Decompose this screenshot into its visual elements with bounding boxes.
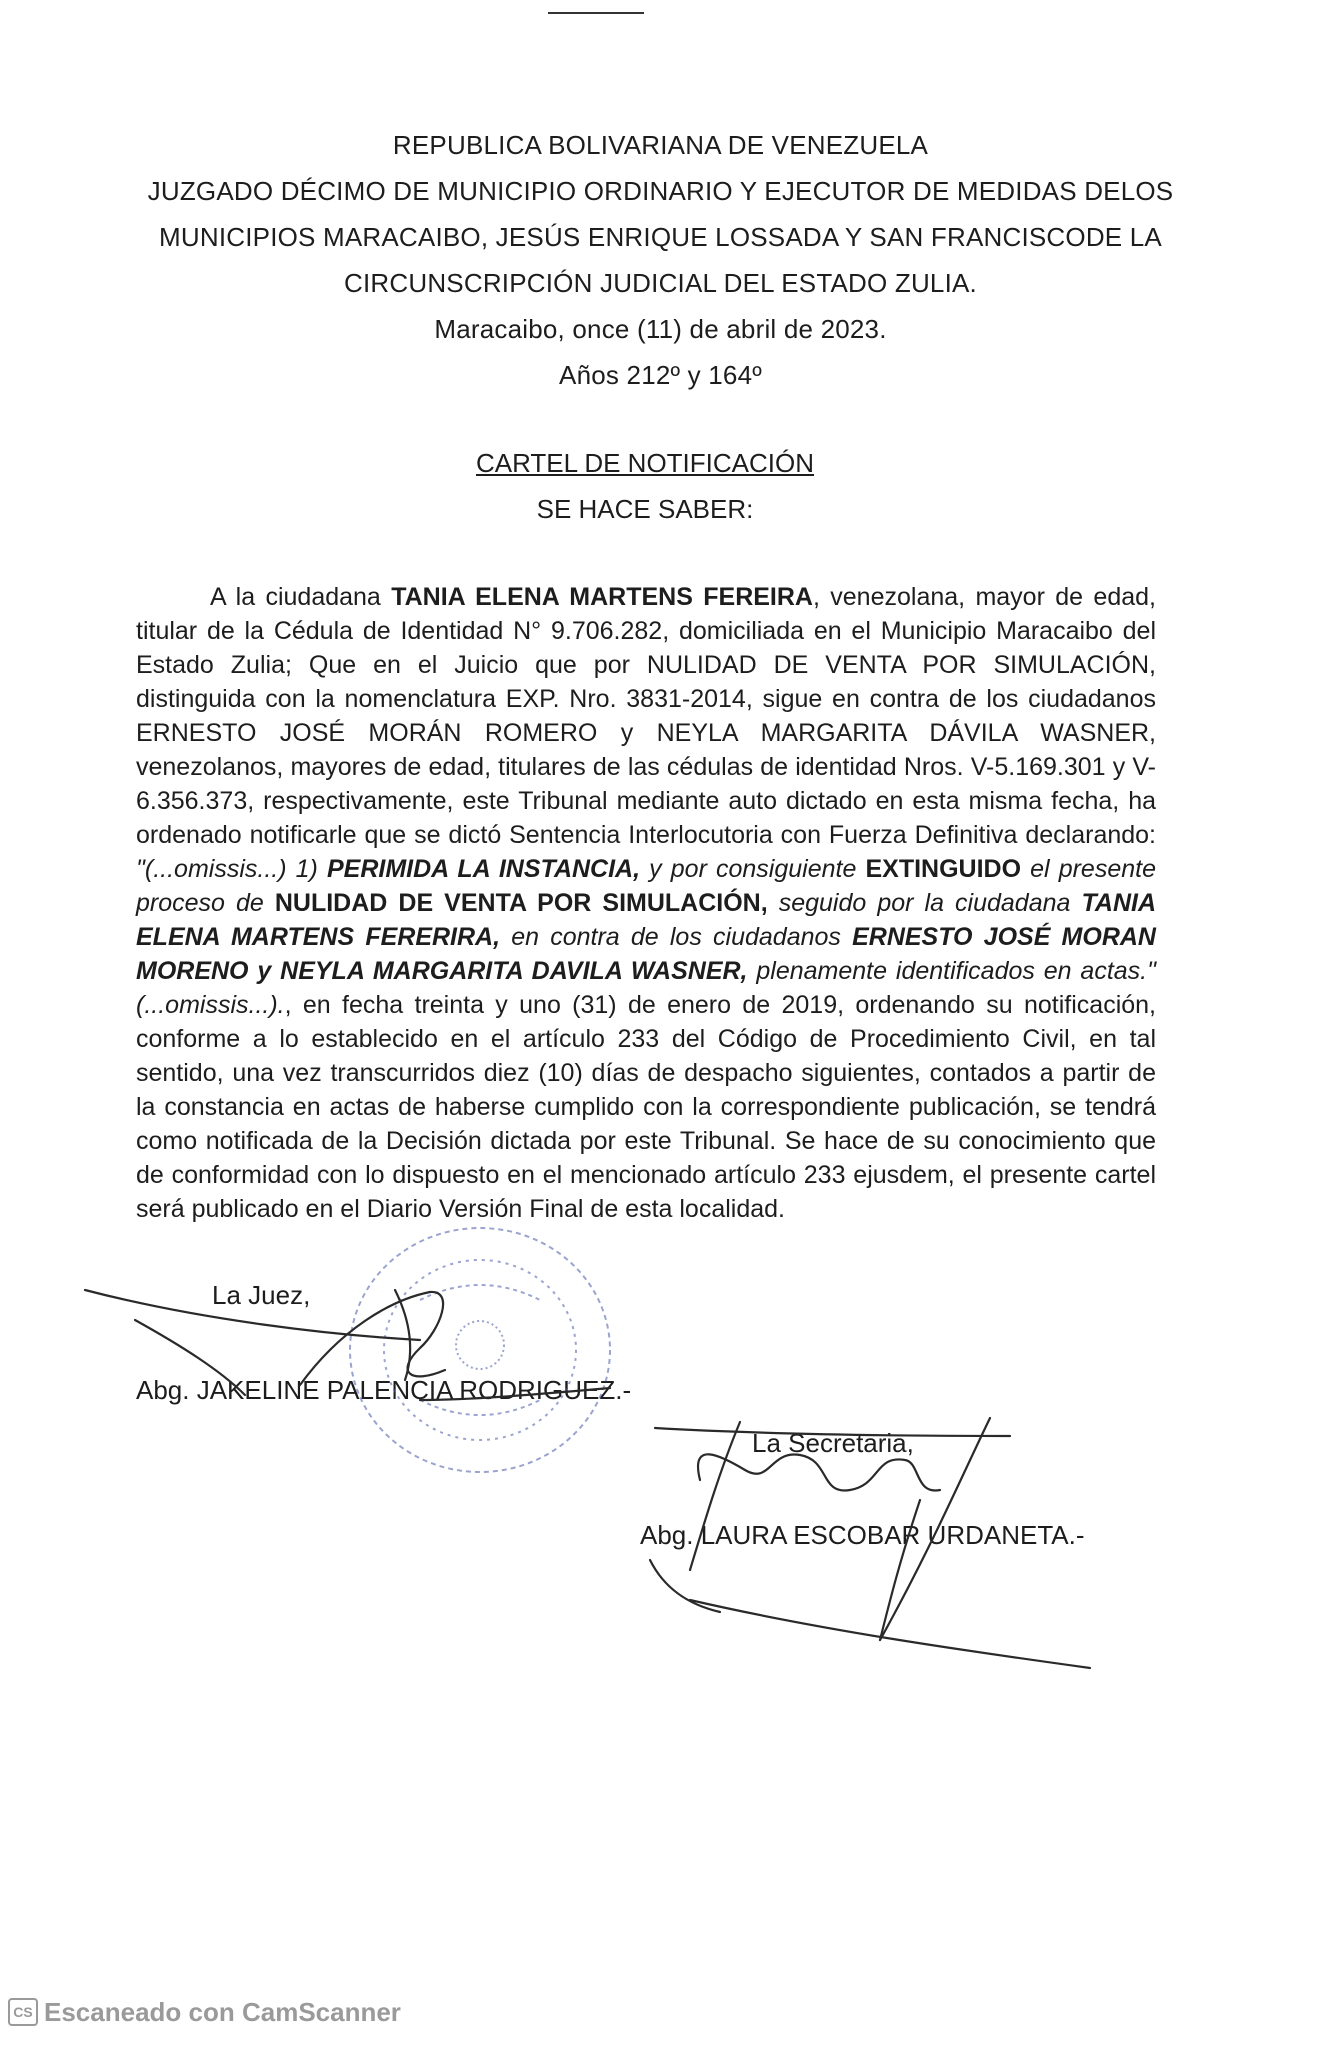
body-quote-bold: ERNESTO JOSÉ MORAN MORENO y NEYLA MARGARITA DAVILA WASNER, (136, 923, 1156, 985)
body-segment: , venezolana, mayor de edad, titular de la Cédula de Identidad N° 9.706.282, domiciliada en el Municipio Maracaibo del Estado Zulia; Que en el Juicio que por NULIDAD DE VENTA POR SIMULACIÓN, distinguida con la nomenclatura EXP. Nro. 3831-2014, sigue en contra de los ciudadanos ERNESTO JOSÉ MORÁN ROMERO y NEYLA MARGARITA DÁVILA WASNER, venezolanos, mayores de edad, titulares de las cédulas de identidad Nros. V-5.169.301 y V-6.356.373, respectivamente, este Tribunal mediante auto dictado en esta misma fecha, ha ordenado notificarle que se dictó Sentencia Interlocutoria con Fuerza Definitiva declarando: (136, 583, 1156, 849)
scanner-watermark (8, 1996, 401, 2028)
title-main: CARTEL DE NOTIFICACIÓN (475, 448, 815, 478)
body-quote: el presente proceso de (136, 855, 1156, 917)
camscanner-icon: CS (8, 1998, 38, 2026)
body-quote: plenamente identificados en actas." (...omissis...). (136, 957, 1157, 1019)
header-line-municipalities: MUNICIPIOS MARACAIBO, JESÚS ENRIQUE LOSSADA Y SAN FRANCISCODE LA (159, 222, 1162, 252)
body-segment: A la ciudadana (210, 583, 392, 611)
secretary-signature (650, 1418, 1090, 1668)
judge-name: Abg. JAKELINE PALENCIA RODRIGUEZ.- (136, 1375, 632, 1405)
body-quote-bold: EXTINGUIDO (865, 855, 1022, 883)
body-quote: en contra de los ciudadanos (500, 923, 853, 951)
body-quote: seguido por la ciudadana (767, 889, 1082, 917)
judge-label: La Juez, (212, 1280, 311, 1310)
header-line-circumscription: CIRCUNSCRIPCIÓN JUDICIAL DEL ESTADO ZULIA. (344, 268, 977, 298)
title-sub: SE HACE SABER: (536, 494, 754, 524)
header-years: Años 212º y 164º (559, 360, 762, 390)
secretary-label: La Secretaria, (752, 1428, 914, 1458)
body-bold-name: TANIA ELENA MARTENS FEREIRA (391, 583, 813, 611)
court-seal-stamp (350, 1228, 610, 1472)
header-date: Maracaibo, once (11) de abril de 2023. (434, 314, 887, 344)
body-quote: "(...omissis...) 1) (136, 855, 327, 883)
body-quote: y por consiguiente (640, 855, 866, 883)
header-line-court: JUZGADO DÉCIMO DE MUNICIPIO ORDINARIO Y EJECUTOR DE MEDIDAS DELOS (147, 176, 1174, 206)
secretary-name: Abg. LAURA ESCOBAR URDANETA.- (640, 1520, 1085, 1550)
scanner-watermark-text: Escaneado con CamScanner (44, 1996, 401, 2027)
body-quote-bold: PERIMIDA LA INSTANCIA, (326, 855, 641, 883)
body-quote-bold: NULIDAD DE VENTA POR SIMULACIÓN, (274, 889, 768, 917)
body-segment: , en fecha treinta y uno (31) de enero de 2019, ordenando su notificación, conforme a lo establecido en el artículo 233 del Código de Procedimiento Civil, en tal sentido, una vez transcurridos diez (10) días de despacho siguientes, contados a partir de la constancia en actas de haberse cumplido con la correspondiente publicación, se tendrá como notificada de la Decisión dictada por este Tribunal. Se hace de su conocimiento que de conformidad con lo dispuesto en el mencionado artículo 233 ejusdem, el presente cartel será publicado en el Diario Versión Final de esta localidad. (136, 991, 1156, 1223)
judge-signature (85, 1290, 610, 1400)
body-quote-bold: TANIA ELENA MARTENS FERERIRA, (136, 889, 1156, 951)
header-line-country: REPUBLICA BOLIVARIANA DE VENEZUELA (392, 130, 929, 160)
